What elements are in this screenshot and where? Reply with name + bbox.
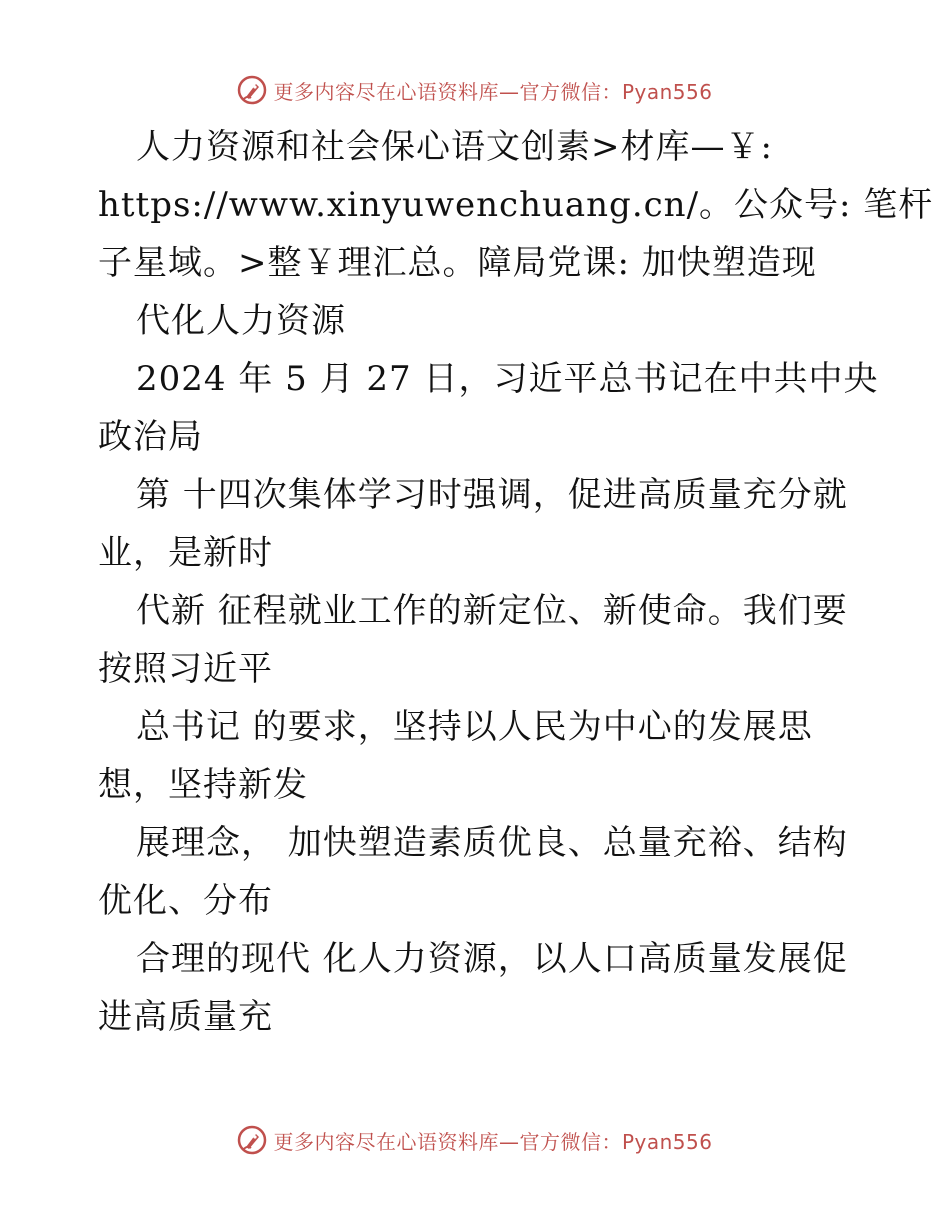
document-line: 2024 年 5 月 27 日，习近平总书记在中共中央 <box>136 359 879 399</box>
document-line: 优化、分布 <box>98 881 273 921</box>
pen-nib-logo-icon <box>237 75 267 105</box>
document-line: 业，是新时 <box>98 533 273 573</box>
document-line: 政治局 <box>98 417 203 457</box>
document-body <box>98 118 934 1046</box>
header-banner <box>0 70 950 110</box>
pen-nib-logo-icon <box>237 1125 267 1155</box>
header-banner-text: 更多内容尽在心语资料库—官方微信：Pyan556 <box>273 79 713 104</box>
document-line: 代新 征程就业工作的新定位、新使命。我们要 <box>136 591 848 631</box>
document-line: 子星域。>整￥理汇总。障局党课: 加快塑造现 <box>98 243 817 283</box>
document-line: 想，坚持新发 <box>98 765 308 805</box>
document-line: 第 十四次集体学习时强调，促进高质量充分就 <box>136 475 848 515</box>
document-line: 按照习近平 <box>98 649 273 689</box>
document-line: 合理的现代 化人力资源，以人口高质量发展促 <box>136 939 848 979</box>
document-line: 人力资源和社会保心语文创素>材库—￥: <box>136 127 773 167</box>
document-line: https://www.xinyuwenchuang.cn/。公众号: 笔杆 <box>98 185 934 225</box>
document-line: 展理念， 加快塑造素质优良、总量充裕、结构 <box>136 823 848 863</box>
document-line: 总书记 的要求，坚持以人民为中心的发展思 <box>136 707 813 747</box>
document-line: 进高质量充 <box>98 997 273 1037</box>
footer-banner-text: 更多内容尽在心语资料库—官方微信：Pyan556 <box>273 1129 713 1154</box>
footer-banner <box>0 1120 950 1160</box>
document-line: 代化人力资源 <box>136 301 346 341</box>
